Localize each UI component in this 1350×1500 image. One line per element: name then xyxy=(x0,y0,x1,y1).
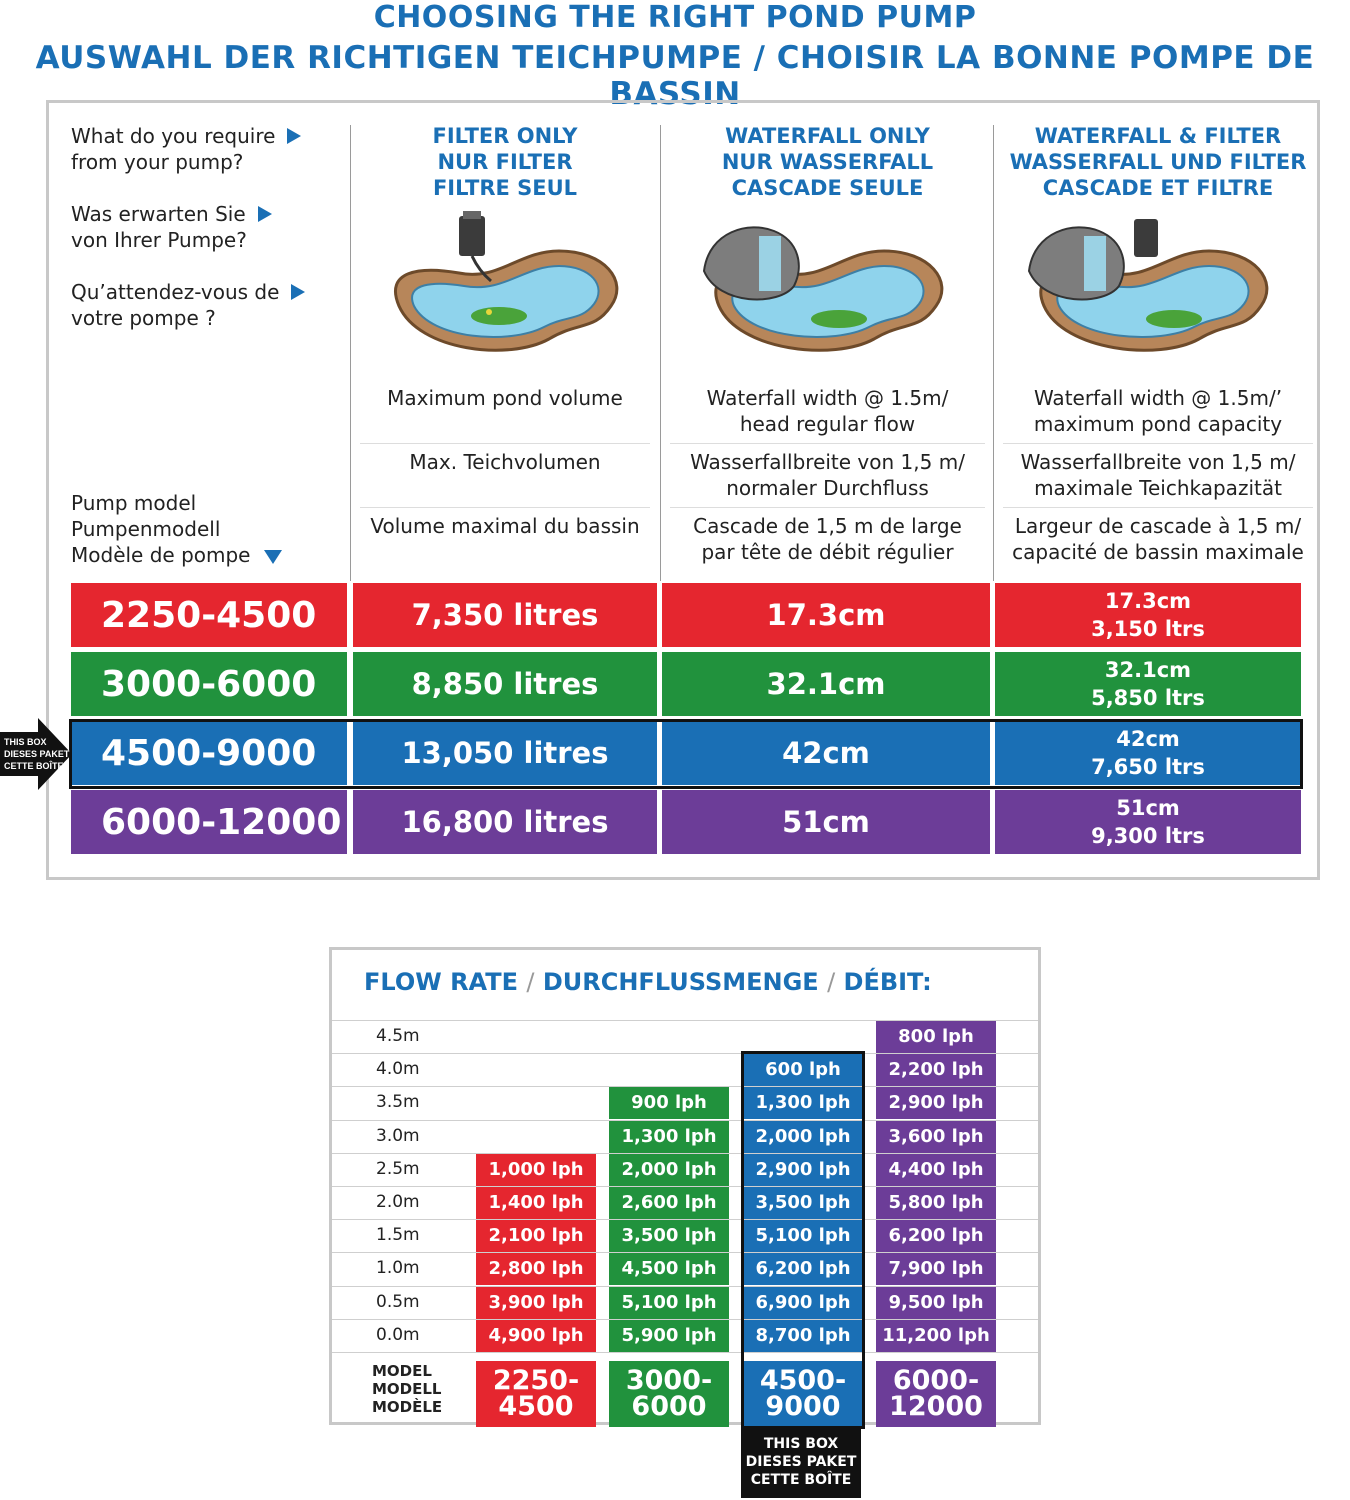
desc-filter-de: Max. Teichvolumen xyxy=(409,450,601,474)
flow-rate-cell: 800 lph xyxy=(876,1021,996,1053)
desc-waterfall-en: Waterfall width @ 1.5m/ head regular flow xyxy=(706,386,949,436)
flow-rate-table xyxy=(329,947,1041,1425)
flow-rate-cell: 1,400 lph xyxy=(476,1187,596,1219)
desc-filter-en: Maximum pond volume xyxy=(387,386,623,410)
flow-rate-cell: 2,200 lph xyxy=(876,1054,996,1086)
flow-rate-cell: 600 lph xyxy=(743,1054,863,1086)
pump-row xyxy=(71,583,1301,647)
head-height-label: 4.5m xyxy=(376,1026,420,1046)
flow-rate-cell: 2,000 lph xyxy=(743,1121,863,1153)
question-en: What do you require from your pump? xyxy=(71,123,301,175)
flow-rate-cell: 1,300 lph xyxy=(743,1087,863,1119)
question-de: Was erwarten Sie von Ihrer Pumpe? xyxy=(71,201,272,253)
flow-rate-cell: 2,000 lph xyxy=(609,1154,729,1186)
filter-volume-cell: 8,850 litres xyxy=(353,652,657,716)
waterfall-width-cell: 17.3cm xyxy=(662,583,990,647)
flow-rate-cell: 2,900 lph xyxy=(876,1087,996,1119)
this-box-badge: THIS BOX DIESES PAKET CETTE BOÎTE xyxy=(741,1426,861,1498)
flow-rate-cell: 2,900 lph xyxy=(743,1154,863,1186)
flow-rate-cell: 2,800 lph xyxy=(476,1253,596,1285)
pump-model-label: Pump model Pumpenmodell Modèle de pompe xyxy=(71,490,282,568)
head-height-label: 0.0m xyxy=(376,1324,420,1345)
column-divider xyxy=(993,125,994,581)
flow-rate-cell: 8,700 lph xyxy=(743,1320,863,1352)
pond-filter-illustration xyxy=(379,211,629,361)
flow-rate-title: FLOW RATE / DURCHFLUSSMENGE / DÉBIT: xyxy=(364,968,932,996)
this-box-arrow-icon xyxy=(0,718,72,790)
flow-rate-cell: 5,900 lph xyxy=(609,1320,729,1352)
filter-volume-cell: 16,800 litres xyxy=(353,790,657,854)
flow-rate-cell: 3,500 lph xyxy=(743,1187,863,1219)
pond-waterfall-filter-illustration xyxy=(1024,211,1284,361)
down-arrow-icon xyxy=(264,550,282,564)
head-height-label: 1.0m xyxy=(376,1258,420,1279)
this-box-arrow-line1: THIS BOX xyxy=(4,737,47,747)
flow-rate-cell: 6,200 lph xyxy=(876,1220,996,1252)
flow-rate-cell: 3,900 lph xyxy=(476,1287,596,1319)
flow-model-box: 3000- 6000 xyxy=(609,1361,729,1427)
head-height-label: 3.0m xyxy=(376,1125,420,1146)
waterfall-filter-cell: 17.3cm 3,150 ltrs xyxy=(995,583,1301,647)
flow-rate-cell: 7,900 lph xyxy=(876,1253,996,1285)
selection-table xyxy=(46,100,1320,880)
pump-model-cell: 4500-9000 xyxy=(71,721,347,785)
pump-row xyxy=(71,652,1301,716)
head-height-label: 2.0m xyxy=(376,1192,420,1212)
head-height-label: 2.5m xyxy=(376,1158,420,1179)
flow-rate-cell: 1,300 lph xyxy=(609,1121,729,1153)
filter-volume-cell: 7,350 litres xyxy=(353,583,657,647)
flow-rate-cell: 900 lph xyxy=(609,1087,729,1119)
flow-rate-cell: 5,100 lph xyxy=(743,1220,863,1252)
head-height-label: 3.5m xyxy=(376,1092,420,1113)
model-label: MODEL MODELL MODÈLE xyxy=(372,1362,443,1416)
pond-waterfall-illustration xyxy=(699,211,959,361)
waterfall-width-cell: 51cm xyxy=(662,790,990,854)
right-arrow-icon xyxy=(291,284,305,300)
this-box-arrow-line3: CETTE BOÎTE xyxy=(4,761,64,771)
flow-rate-cell: 2,100 lph xyxy=(476,1220,596,1252)
flow-rate-cell: 11,200 lph xyxy=(876,1320,996,1352)
pump-model-cell: 6000-12000 xyxy=(71,790,347,854)
flow-rate-cell: 3,500 lph xyxy=(609,1220,729,1252)
filter-volume-cell: 13,050 litres xyxy=(353,721,657,785)
this-box-highlight xyxy=(69,719,1303,789)
desc-both-en: Waterfall width @ 1.5m/’ maximum pond capacity xyxy=(1033,386,1283,436)
question-fr: Qu’attendez-vous de votre pompe ? xyxy=(71,279,305,331)
flow-rate-cell: 3,600 lph xyxy=(876,1121,996,1153)
pump-model-cell: 2250-4500 xyxy=(71,583,347,647)
desc-both-de: Wasserfallbreite von 1,5 m/ maximale Teichkapazität xyxy=(1020,450,1296,500)
main-subtitle: AUSWAHL DER RICHTIGEN TEICHPUMPE / CHOISIR LA BONNE POMPE DE BASSIN xyxy=(35,40,1315,112)
waterfall-filter-cell: 51cm 9,300 ltrs xyxy=(995,790,1301,854)
right-arrow-icon xyxy=(258,206,272,222)
head-height-label: 0.5m xyxy=(376,1291,420,1312)
heading-waterfall-filter: WATERFALL & FILTER WASSERFALL UND FILTER CASCADE ET FILTRE xyxy=(1009,124,1307,200)
pump-model-cell: 3000-6000 xyxy=(71,652,347,716)
column-divider xyxy=(350,125,351,581)
flow-model-box: 4500- 9000 xyxy=(743,1361,863,1427)
flow-rate-cell: 4,900 lph xyxy=(476,1320,596,1352)
this-box-column-outline xyxy=(741,1051,865,1429)
flow-model-box: 6000- 12000 xyxy=(876,1361,996,1427)
right-arrow-icon xyxy=(287,128,301,144)
heading-filter-only: FILTER ONLY NUR FILTER FILTRE SEUL xyxy=(432,124,578,200)
desc-waterfall-de: Wasserfallbreite von 1,5 m/ normaler Durchfluss xyxy=(690,450,965,500)
this-box-arrow-line2: DIESES PAKET xyxy=(4,749,70,759)
heading-waterfall-only: WATERFALL ONLY NUR WASSERFALL CASCADE SEULE xyxy=(721,124,934,200)
waterfall-width-cell: 42cm xyxy=(662,721,990,785)
waterfall-width-cell: 32.1cm xyxy=(662,652,990,716)
desc-filter-fr: Volume maximal du bassin xyxy=(370,514,640,538)
head-height-label: 4.0m xyxy=(376,1059,420,1080)
flow-rate-cell: 5,100 lph xyxy=(609,1287,729,1319)
pump-row xyxy=(71,790,1301,854)
column-divider xyxy=(660,125,661,581)
waterfall-filter-cell: 32.1cm 5,850 ltrs xyxy=(995,652,1301,716)
main-title: CHOOSING THE RIGHT POND PUMP xyxy=(373,0,977,35)
flow-rate-cell: 5,800 lph xyxy=(876,1187,996,1219)
desc-waterfall-fr: Cascade de 1,5 m de large par tête de débit régulier xyxy=(693,514,962,564)
waterfall-filter-cell: 42cm 7,650 ltrs xyxy=(995,721,1301,785)
flow-rate-cell: 2,600 lph xyxy=(609,1187,729,1219)
flow-rate-cell: 6,200 lph xyxy=(743,1253,863,1285)
grid-line xyxy=(332,1352,1038,1353)
flow-rate-cell: 9,500 lph xyxy=(876,1287,996,1319)
head-height-label: 1.5m xyxy=(376,1225,420,1246)
flow-rate-cell: 1,000 lph xyxy=(476,1154,596,1186)
flow-rate-cell: 4,500 lph xyxy=(609,1253,729,1285)
desc-both-fr: Largeur de cascade à 1,5 m/ capacité de bassin maximale xyxy=(1012,514,1304,564)
flow-rate-cell: 6,900 lph xyxy=(743,1287,863,1319)
flow-rate-cell: 4,400 lph xyxy=(876,1154,996,1186)
flow-model-box: 2250- 4500 xyxy=(476,1361,596,1427)
